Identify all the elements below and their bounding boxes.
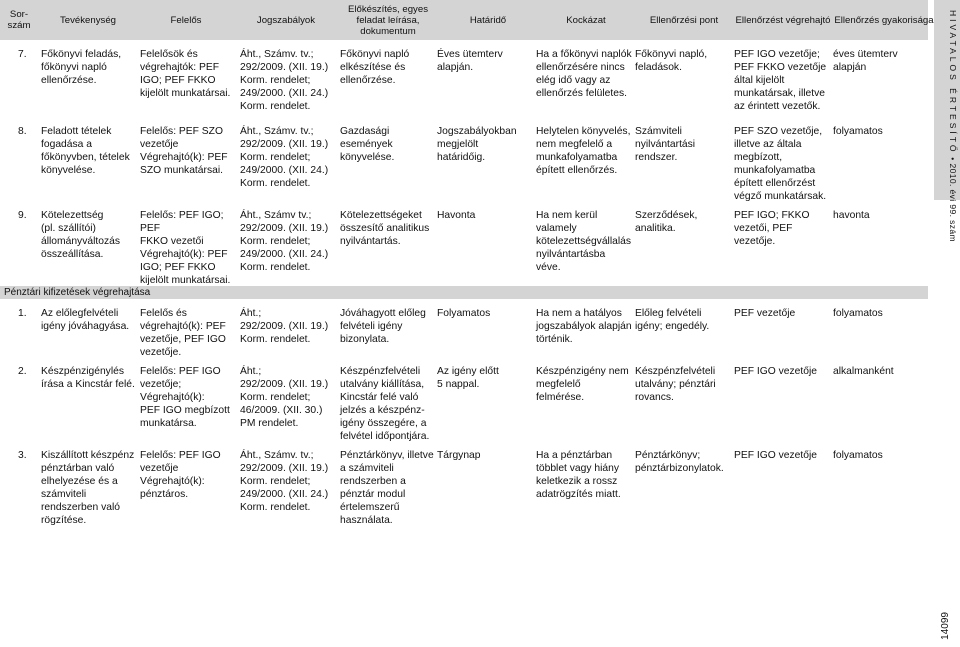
control-point-cell: Készpénzfelvételi utalvány; pénztári rovancs. xyxy=(635,366,716,403)
controller-cell: PEF vezetője xyxy=(734,308,796,319)
activity-cell: Kiszállított készpénz pénztárban való elhelyezése és a számviteli rendszerben való rögzítése. xyxy=(41,450,135,526)
responsible-cell: Felelős és végrehajtó(k): PEF vezetője, PEF IGO vezetője. xyxy=(140,308,226,358)
preparation-cell: Készpénzfelvételi utalvány kiállítása, Kincstár felé való jelzés a készpénz- igény összegére, a felvétel időpontjára. xyxy=(340,366,430,442)
control-point-cell: Szerződések, analitika. xyxy=(635,210,698,234)
row-number: 3. xyxy=(18,450,27,461)
header-deadline: Határidő xyxy=(469,14,507,26)
responsible-cell: Felelős: PEF IGO; PEF FKKO vezetői Végrehajtó(k): PEF IGO; PEF FKKO kijelölt munkatársai. xyxy=(140,210,231,286)
legislation-cell: Áht., Számv tv.; 292/2009. (XII. 19.) Korm. rendelet; 249/2000. (XII. 24.) Korm. rendelet. xyxy=(240,210,329,273)
preparation-cell: Gazdasági események könyvelése. xyxy=(340,126,395,163)
header-risk: Kockázat xyxy=(566,14,606,26)
header-activity: Tevékenység xyxy=(60,14,116,26)
deadline-cell: Az igény előtt 5 nappal. xyxy=(437,366,499,390)
header-legislation: Jogszabályok xyxy=(256,14,316,26)
header-frequency: Ellenőrzés gyakorisága xyxy=(834,14,934,26)
preparation-cell: Jóváhagyott előleg felvételi igény bizonylata. xyxy=(340,308,426,345)
row-number: 1. xyxy=(18,308,27,319)
preparation-cell: Főkönyvi napló elkészítése és ellenőrzése. xyxy=(340,49,410,86)
header-control-point: Ellenőrzési pont xyxy=(649,14,719,26)
control-point-cell: Előleg felvételi igény; engedély. xyxy=(635,308,710,332)
legislation-cell: Áht.; 292/2009. (XII. 19.) Korm. rendelet. xyxy=(240,308,329,345)
row-number: 2. xyxy=(18,366,27,377)
row-number: 9. xyxy=(18,210,27,221)
page-number: 14099 xyxy=(940,612,951,640)
controller-cell: PEF IGO; FKKO vezetői, PEF vezetője. xyxy=(734,210,810,247)
responsible-cell: Felelős: PEF IGO vezetője; Végrehajtó(k): PEF IGO megbízott munkatársa. xyxy=(140,366,230,429)
activity-cell: Az előlegfelvételi igény jóváhagyása. xyxy=(41,308,130,332)
legislation-cell: Áht., Számv. tv.; 292/2009. (XII. 19.) Korm. rendelet; 249/2000. (XII. 24.) Korm. rendelet. xyxy=(240,450,329,513)
frequency-cell: havonta xyxy=(833,210,870,221)
frequency-cell: folyamatos xyxy=(833,126,883,137)
activity-cell: Főkönyvi feladás, főkönyvi napló ellenőrzése. xyxy=(41,49,122,86)
deadline-cell: Havonta xyxy=(437,210,476,221)
control-point-cell: Számviteli nyilvántartási rendszer. xyxy=(635,126,696,163)
table-header xyxy=(0,0,934,40)
controller-cell: PEF IGO vezetője; PEF FKKO vezetője által kijelölt munkatársak, illetve az érintett vezetők. xyxy=(734,49,827,112)
controller-cell: PEF IGO vezetője xyxy=(734,450,817,461)
header-row-number: Sor- szám xyxy=(7,9,31,31)
risk-cell: Helytelen könyvelés, nem megfelelő a munkafolyamatba épített ellenőrzés. xyxy=(536,126,631,176)
risk-cell: Ha a pénztárban többlet vagy hiány keletkezik a rossz adatrögzítés miatt. xyxy=(536,450,621,500)
frequency-cell: éves ütemterv alapján xyxy=(833,49,898,73)
risk-cell: Ha a főkönyvi naplók ellenőrzésére nincs elég idő vagy az ellenőrzés felületes. xyxy=(536,49,632,99)
activity-cell: Készpénzigénylés írása a Kincstár felé. xyxy=(41,366,135,390)
risk-cell: Ha nem a hatályos jogszabályok alapján történik. xyxy=(536,308,632,345)
risk-cell: Készpénzigény nem megfelelő felmérése. xyxy=(536,366,629,403)
activity-cell: Kötelezettség (pl. szállítói) állományváltozás összeállítása. xyxy=(41,210,120,260)
deadline-cell: Folyamatos xyxy=(437,308,491,319)
legislation-cell: Áht., Számv. tv.; 292/2009. (XII. 19.) Korm. rendelet; 249/2000. (XII. 24.) Korm. rendelet. xyxy=(240,126,329,189)
deadline-cell: Éves ütemterv alapján. xyxy=(437,49,503,73)
risk-cell: Ha nem kerül valamely kötelezettségvállalás nyilvántartásba véve. xyxy=(536,210,632,273)
legislation-cell: Áht.; 292/2009. (XII. 19.) Korm. rendelet; 46/2009. (XII. 30.) PM rendelet. xyxy=(240,366,329,429)
activity-cell: Feladott tételek fogadása a főkönyvben, tételek könyvelése. xyxy=(41,126,130,176)
section-heading: Pénztári kifizetések végrehajtása xyxy=(0,286,928,299)
responsible-cell: Felelős: PEF IGO vezetője Végrehajtó(k): pénztáros. xyxy=(140,450,221,500)
preparation-cell: Pénztárkönyv, illetve a számviteli rendszerben a pénztár modul értelemszerű használata. xyxy=(340,450,434,526)
frequency-cell: folyamatos xyxy=(833,308,883,319)
control-point-cell: Főkönyvi napló, feladások. xyxy=(635,49,708,73)
bullet-separator: • xyxy=(948,157,958,161)
controller-cell: PEF IGO vezetője xyxy=(734,366,817,377)
journal-title: HIVATALOS ÉRTESÍTŐ xyxy=(948,10,958,155)
responsible-cell: Felelős: PEF SZO vezetője Végrehajtó(k): PEF SZO munkatársai. xyxy=(140,126,228,176)
responsible-cell: Felelősök és végrehajtók: PEF IGO; PEF FKKO kijelölt munkatársai. xyxy=(140,49,231,99)
legislation-cell: Áht., Számv. tv.; 292/2009. (XII. 19.) Korm. rendelet; 249/2000. (XII. 24.) Korm. rendelet. xyxy=(240,49,329,112)
control-point-cell: Pénztárkönyv; pénztárbizonylatok. xyxy=(635,450,724,474)
header-preparation: Előkészítés, egyes feladat leírása, dokumentum xyxy=(348,3,428,37)
row-number: 8. xyxy=(18,126,27,137)
header-responsible: Felelős xyxy=(170,14,202,26)
deadline-cell: Tárgynap xyxy=(437,450,481,461)
issue-number: 2010. évi 99. szám xyxy=(948,163,958,242)
frequency-cell: folyamatos xyxy=(833,450,883,461)
deadline-cell: Jogszabályokban megjelölt határidőig. xyxy=(437,126,517,163)
frequency-cell: alkalmanként xyxy=(833,366,894,377)
row-number: 7. xyxy=(18,49,27,60)
journal-running-head xyxy=(938,10,958,242)
controller-cell: PEF SZO vezetője, illetve az általa megbízott, munkafolyamatba épített ellenőrzést végző munkatársak. xyxy=(734,126,827,202)
header-controller: Ellenőrzést végrehajtó xyxy=(735,14,831,26)
preparation-cell: Kötelezettségeket összesítő analitikus nyilvántartás. xyxy=(340,210,430,247)
